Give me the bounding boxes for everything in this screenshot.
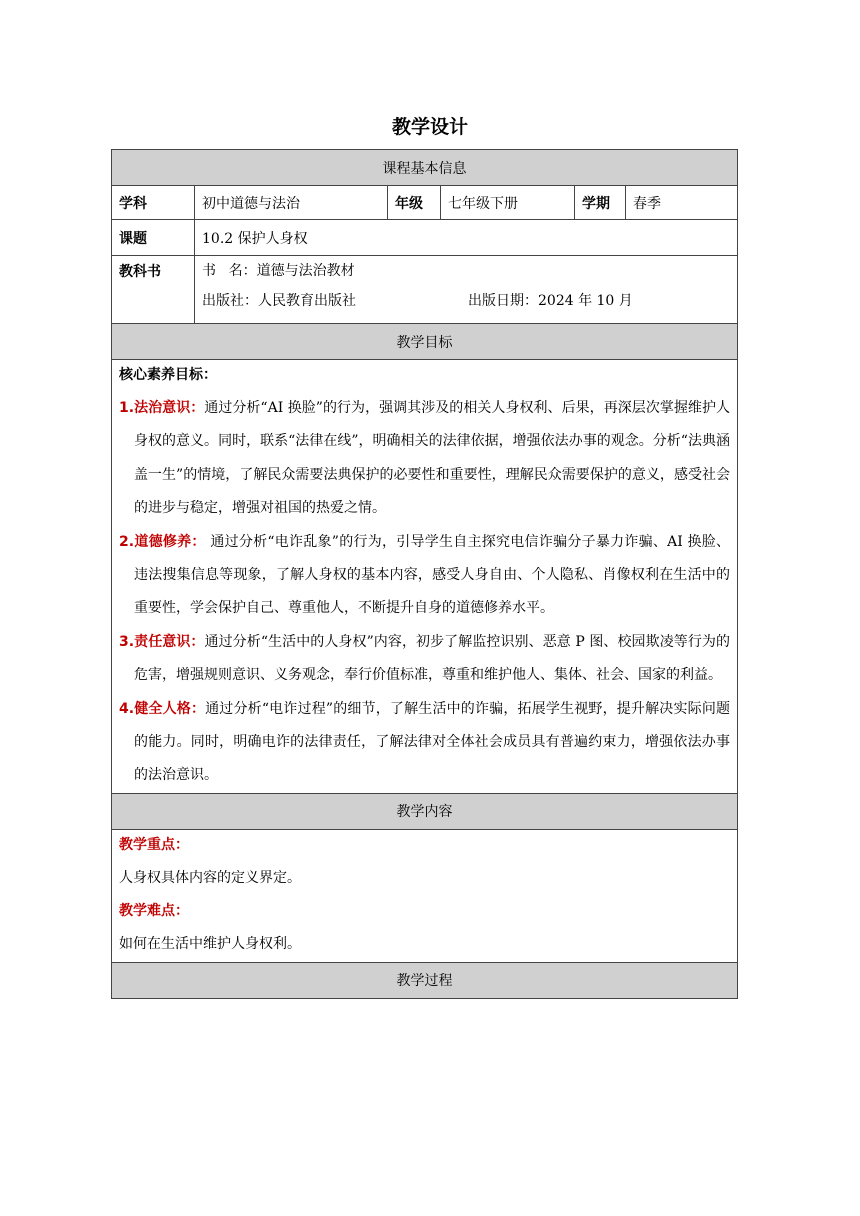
section-header-row: [112, 962, 738, 998]
term-value: 春季: [626, 186, 738, 220]
section-objectives: 教学目标: [112, 324, 738, 360]
publisher-label: 出版社：: [202, 293, 258, 309]
subject-value: 初中道德与法治: [195, 186, 388, 220]
pub-date-label: 出版日期：: [468, 293, 538, 309]
book-name-value: 道德与法治教材: [256, 263, 355, 279]
pub-date-value: 2024 年 10 月: [538, 293, 633, 309]
book-name-label: 书: [202, 263, 229, 279]
key-point-label: 教学重点：: [119, 836, 189, 853]
teaching-design-table: [111, 149, 738, 999]
term-label: 学期: [575, 186, 626, 220]
objective-item: 2.道德修养： 通过分析“电诈乱象”的行为，引导学生自主探究电信诈骗分子暴力诈骗、AI 换脸、违法搜集信息等现象，了解人身权的基本内容，感受人身自由、个人隐私、肖像权利在生活中的重要性，学会保护自己、尊重他人，不断提升自身的道德修养水平。: [119, 533, 730, 617]
document-title: 教学设计: [391, 116, 468, 138]
subject-label: 学科: [112, 186, 195, 220]
section-content: 教学内容: [112, 793, 738, 829]
objective-item: 4.健全人格：通过分析“电诈过程”的细节，了解生活中的诈骗，拓展学生视野，提升解决实际问题的能力。同时，明确电诈的法律责任，了解法律对全体社会成员具有普遍约束力，增强依法办事的法治意识。: [119, 700, 730, 784]
topic-label: 课题: [112, 220, 195, 256]
publisher-value: 人民教育出版社: [258, 293, 356, 309]
objective-item: 3.责任意识：通过分析“生活中的人身权”内容，初步了解监控识别、恶意 P 图、校园欺凌等行为的危害，增强规则意识、义务观念，奉行价值标准，尊重和维护他人、集体、社会、国家的利益。: [119, 633, 730, 684]
content-row: [112, 829, 738, 962]
grade-value: 七年级下册: [441, 186, 575, 220]
grade-label: 年级: [388, 186, 441, 220]
section-header-row: [112, 324, 738, 360]
key-point-text: 人身权具体内容的定义界定。: [119, 869, 301, 886]
publisher-line: [202, 286, 730, 316]
objective-item: 1.法治意识：通过分析“AI 换脸”的行为，强调其涉及的相关人身权利、后果，再深层次掌握维护人身权的意义。同时，联系“法律在线”，明确相关的法律依据，增强依法办事的观念。分析“法典涵盖一生”的情境，了解民众需要法典保护的必要性和重要性，理解民众需要保护的意义，感受社会的进步与稳定，增强对祖国的热爱之情。: [119, 400, 730, 517]
textbook-row: [112, 256, 738, 324]
info-row: [112, 186, 738, 220]
objectives-cell: [112, 360, 738, 794]
book-name-line: 书名：道德与法治教材: [202, 263, 355, 279]
objectives-row: [112, 360, 738, 794]
section-header-row: [112, 793, 738, 829]
difficulty-label: 教学难点：: [119, 902, 189, 919]
difficulty-text: 如何在生活中维护人身权利。: [119, 935, 301, 952]
topic-row: [112, 220, 738, 256]
textbook-label: 教科书: [112, 256, 195, 324]
content-cell: [112, 829, 738, 962]
core-literacy-heading: 核心素养目标：: [119, 367, 217, 383]
section-basic-info: 课程基本信息: [112, 150, 738, 186]
textbook-info: [195, 256, 738, 324]
section-header-row: [112, 150, 738, 186]
section-process: 教学过程: [112, 962, 738, 998]
topic-value: 10.2 保护人身权: [195, 220, 738, 256]
